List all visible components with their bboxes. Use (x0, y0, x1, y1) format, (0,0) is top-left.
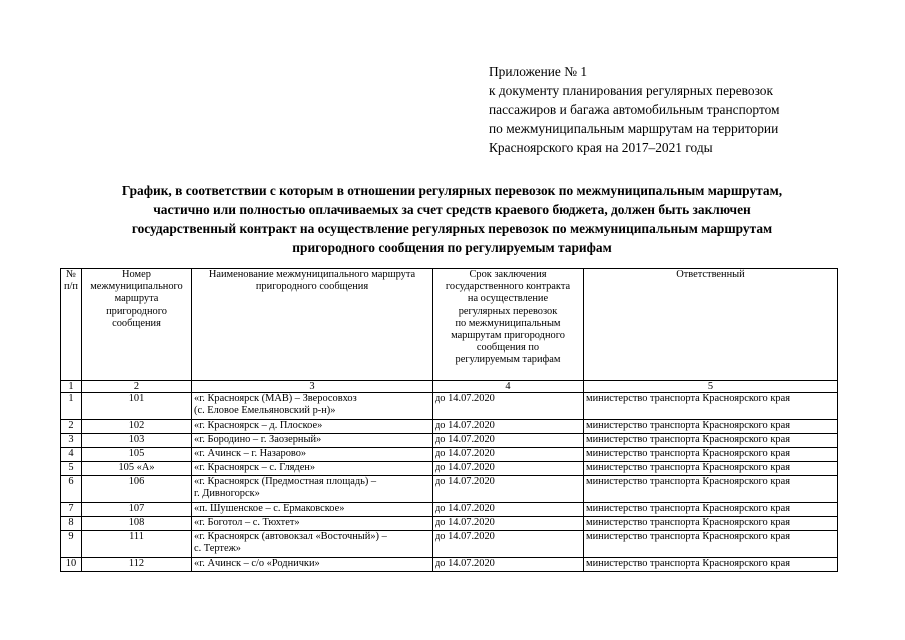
appendix-line: по межмуниципальным маршрутам на территории (489, 121, 779, 136)
row-number: 6 (61, 476, 82, 503)
column-number-row (61, 381, 838, 393)
route-name-line: «г. Красноярск (МАВ) – Зверосовхоз (194, 393, 357, 404)
responsible-party: министерство транспорта Красноярского края (584, 517, 838, 531)
title-line: пригородного сообщения по регулируемым тарифам (292, 240, 612, 255)
row-number: 3 (61, 434, 82, 448)
header-contract-deadline: Срок заключения государственного контракта на осуществление регулярных перевозок по межмуниципальным маршрутам пригородного сообщения по регулируемым тарифам (433, 269, 584, 381)
table-row (61, 434, 838, 448)
table-row (61, 448, 838, 462)
appendix-line: Приложение № 1 (489, 64, 588, 79)
responsible-party: министерство транспорта Красноярского края (584, 558, 838, 572)
route-name (192, 448, 433, 462)
table-row (61, 517, 838, 531)
route-name (192, 434, 433, 448)
route-name-line: «г. Боготол – с. Тюхтет» (194, 517, 300, 528)
column-number: 1 (61, 381, 82, 393)
title-line: частично или полностью оплачиваемых за счет средств краевого бюджета, должен быть заключен (153, 202, 751, 217)
row-number: 4 (61, 448, 82, 462)
responsible-party: министерство транспорта Красноярского края (584, 462, 838, 476)
route-name (192, 531, 433, 558)
contract-deadline: до 14.07.2020 (433, 434, 584, 448)
header-route-name: Наименование межмуниципального маршрута пригородного сообщения (192, 269, 433, 381)
responsible-party: министерство транспорта Красноярского края (584, 476, 838, 503)
route-name (192, 558, 433, 572)
row-number: 5 (61, 462, 82, 476)
contract-deadline: до 14.07.2020 (433, 503, 584, 517)
responsible-party: министерство транспорта Красноярского края (584, 503, 838, 517)
responsible-party: министерство транспорта Красноярского края (584, 448, 838, 462)
responsible-party: министерство транспорта Красноярского края (584, 420, 838, 434)
route-name-line: «г. Красноярск – с. Гляден» (194, 462, 316, 473)
contract-deadline: до 14.07.2020 (433, 462, 584, 476)
route-number: 101 (82, 393, 192, 420)
table-row (61, 503, 838, 517)
responsible-party: министерство транспорта Красноярского края (584, 393, 838, 420)
column-number: 4 (433, 381, 584, 393)
document-title (62, 181, 842, 257)
route-name-line: «г. Красноярск (Предмостная площадь) – (194, 476, 377, 487)
route-name-line: «п. Шушенское – с. Ермаковское» (194, 503, 345, 514)
row-number: 10 (61, 558, 82, 572)
table-row (61, 462, 838, 476)
contract-deadline: до 14.07.2020 (433, 420, 584, 434)
route-name (192, 476, 433, 503)
route-name-line: с. Тертеж» (194, 543, 241, 555)
route-number: 107 (82, 503, 192, 517)
header-route-number: Номер межмуниципального маршрута пригородного сообщения (82, 269, 192, 381)
route-name (192, 420, 433, 434)
appendix-line: к документу планирования регулярных перевозок (489, 83, 774, 98)
column-number: 3 (192, 381, 433, 393)
route-number: 105 (82, 448, 192, 462)
route-name-line: «г. Ачинск – г. Назарово» (194, 448, 307, 459)
route-name (192, 393, 433, 420)
route-name-line: «г. Ачинск – с/о «Роднички» (194, 558, 320, 569)
route-number: 112 (82, 558, 192, 572)
table-row (61, 558, 838, 572)
row-number: 7 (61, 503, 82, 517)
row-number: 8 (61, 517, 82, 531)
table-row (61, 420, 838, 434)
route-name-line: «г. Бородино – г. Заозерный» (194, 434, 322, 445)
route-name-line: (с. Еловое Емельяновский р-н)» (194, 405, 336, 417)
contract-deadline: до 14.07.2020 (433, 517, 584, 531)
table-row (61, 393, 838, 420)
header-num: № п/п (61, 269, 82, 381)
route-number: 108 (82, 517, 192, 531)
column-number: 5 (584, 381, 838, 393)
schedule-table (60, 268, 838, 572)
contract-deadline: до 14.07.2020 (433, 476, 584, 503)
responsible-party: министерство транспорта Красноярского края (584, 531, 838, 558)
table-row (61, 531, 838, 558)
contract-deadline: до 14.07.2020 (433, 393, 584, 420)
route-name-line: «г. Красноярск (автовокзал «Восточный») – (194, 531, 387, 542)
route-name (192, 517, 433, 531)
route-number: 102 (82, 420, 192, 434)
contract-deadline: до 14.07.2020 (433, 448, 584, 462)
table-header-row (61, 269, 838, 381)
route-number: 105 «А» (82, 462, 192, 476)
row-number: 9 (61, 531, 82, 558)
route-name (192, 462, 433, 476)
title-line: График, в соответствии с которым в отношении регулярных перевозок по межмуниципальным маршрутам, (121, 183, 783, 198)
appendix-line: пассажиров и багажа автомобильным транспортом (489, 102, 780, 117)
row-number: 2 (61, 420, 82, 434)
contract-deadline: до 14.07.2020 (433, 531, 584, 558)
responsible-party: министерство транспорта Красноярского края (584, 434, 838, 448)
row-number: 1 (61, 393, 82, 420)
route-name-line: г. Дивногорск» (194, 488, 260, 500)
route-number: 103 (82, 434, 192, 448)
column-number: 2 (82, 381, 192, 393)
table-body (61, 393, 838, 572)
appendix-line: Красноярского края на 2017–2021 годы (489, 140, 713, 155)
route-name-line: «г. Красноярск – д. Плоское» (194, 420, 323, 431)
title-line: государственный контракт на осуществление регулярных перевозок по межмуниципальным маршрутам (131, 221, 773, 236)
route-number: 106 (82, 476, 192, 503)
appendix-note (489, 62, 780, 157)
route-number: 111 (82, 531, 192, 558)
header-responsible: Ответственный (584, 269, 838, 381)
contract-deadline: до 14.07.2020 (433, 558, 584, 572)
table-row (61, 476, 838, 503)
route-name (192, 503, 433, 517)
